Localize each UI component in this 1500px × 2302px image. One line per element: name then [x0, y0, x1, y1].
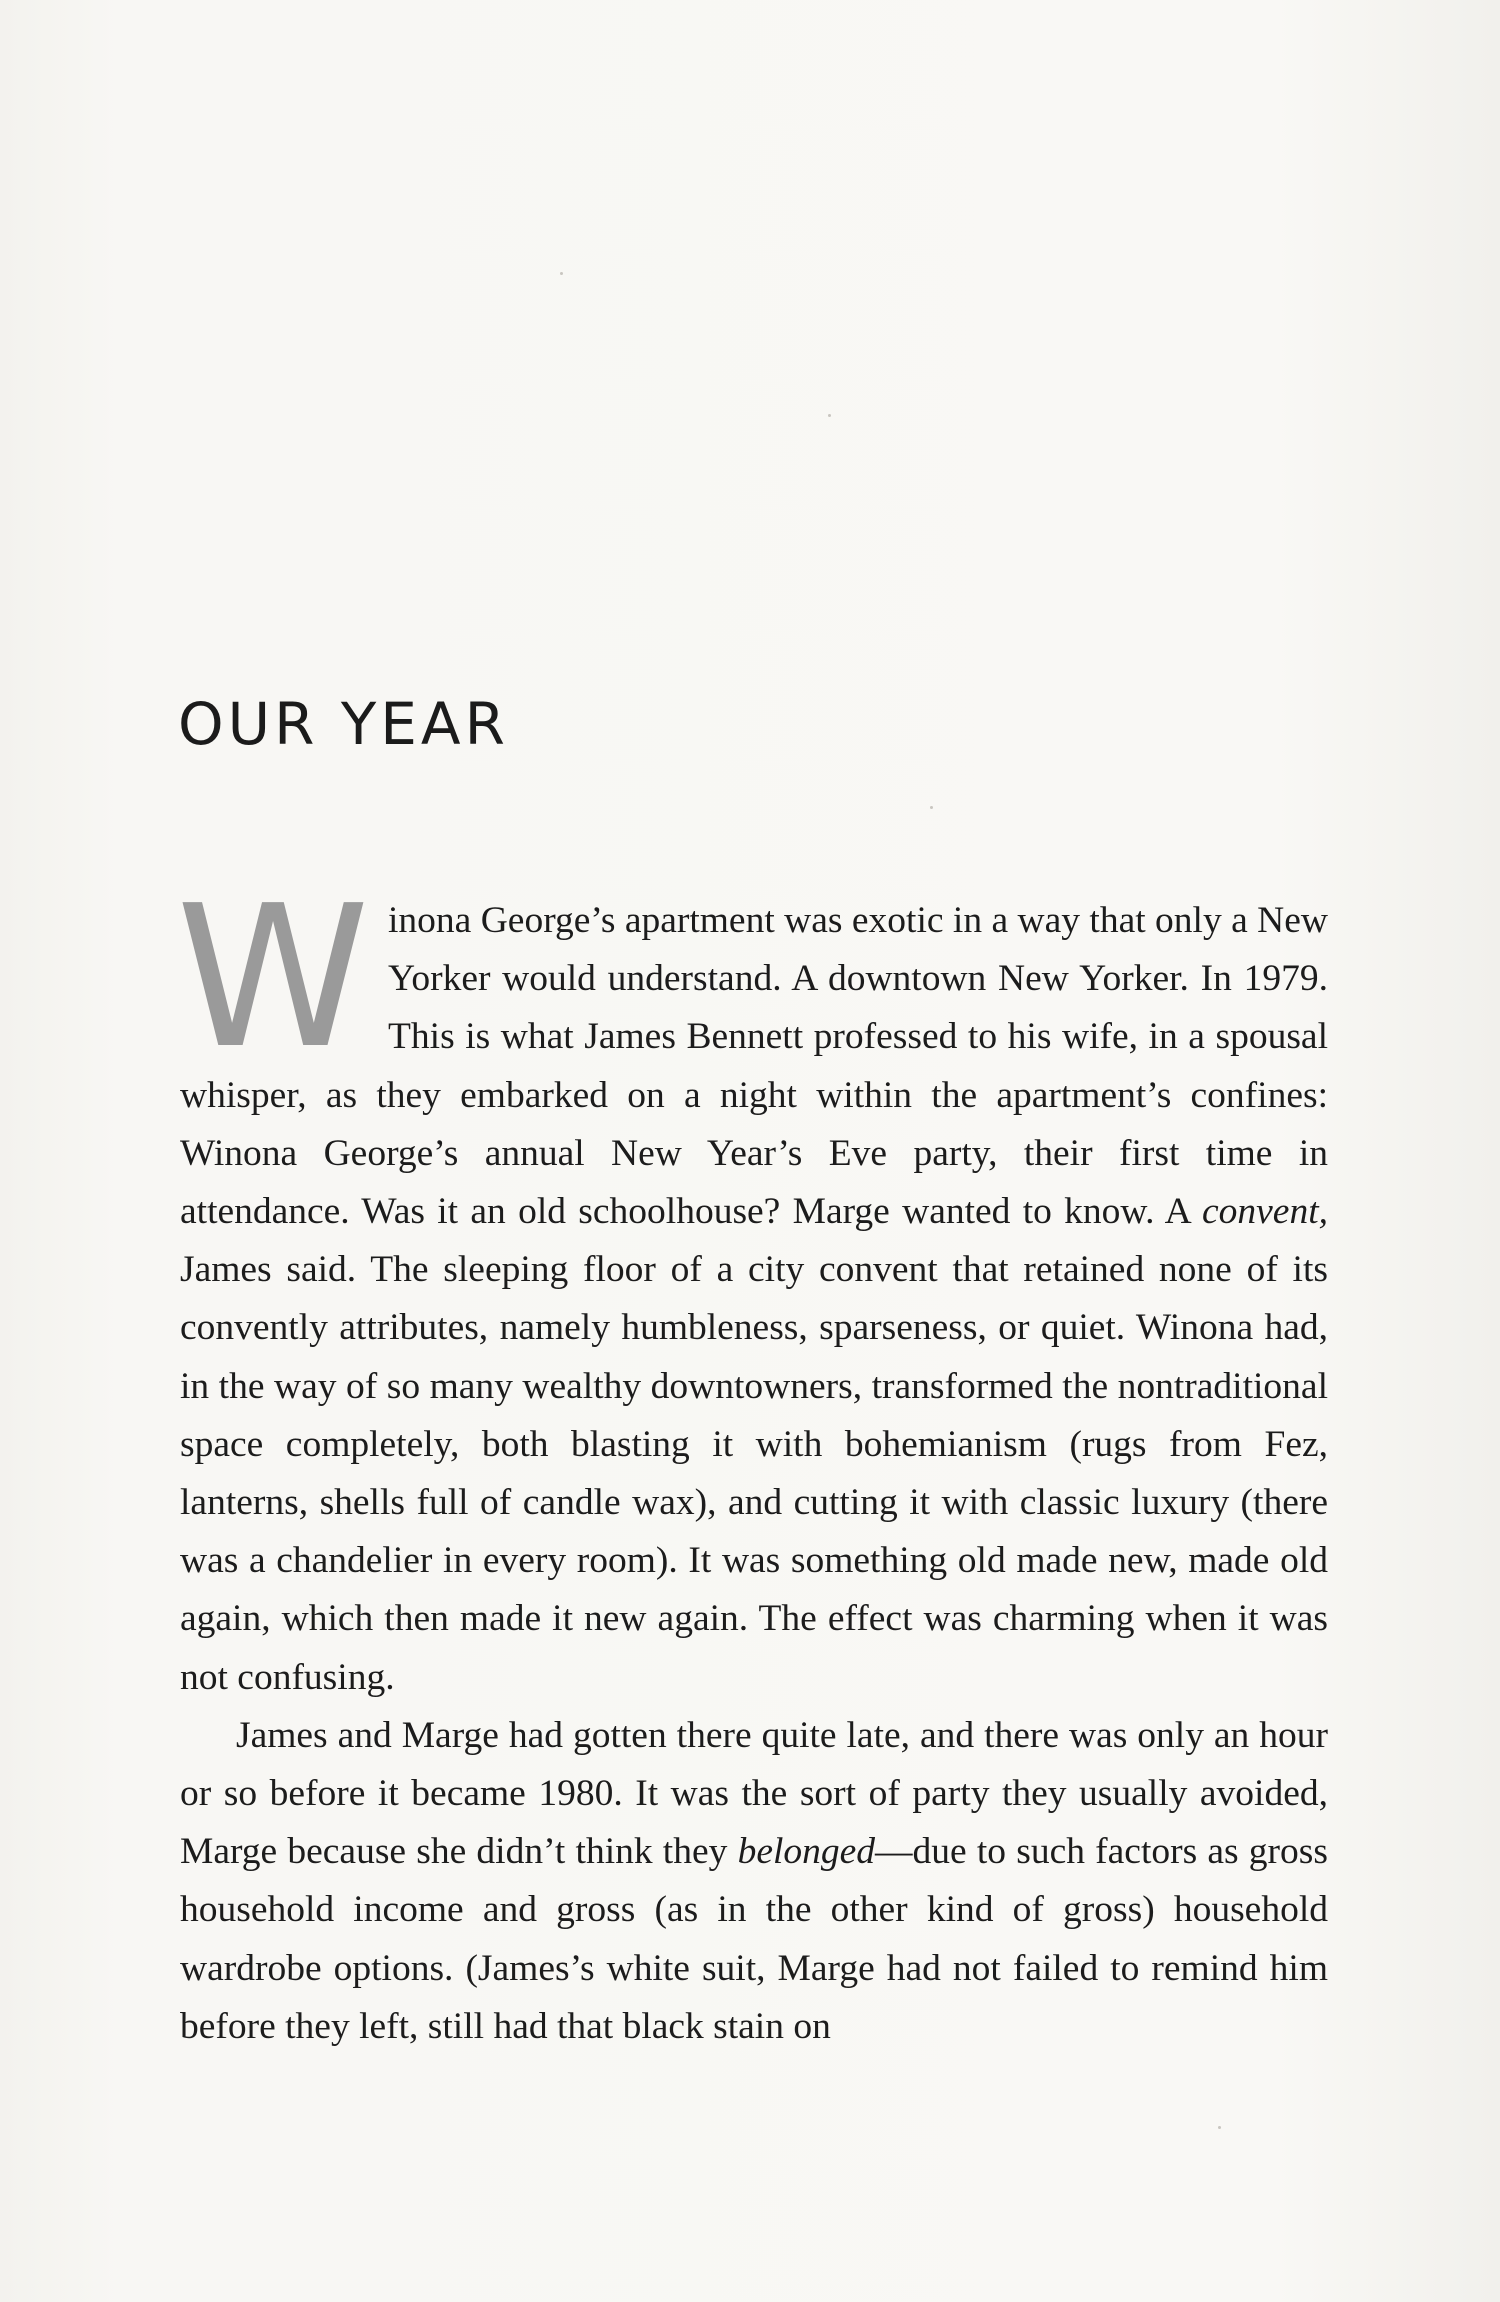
- paragraph-1-text-end: James said. The sleeping floor of a city convent that retained none of its convently attributes, namely humbleness, sparseness, or quiet. Winona had, in the way of so many wealthy downtowners, transformed the nontraditional space completely, both blasting it with bohemianism (rugs from Fez, lanterns, shells full of candle wax), and cutting it with classic luxury (there was a chandelier in every room). It was something old made new, made old again, which then made it new again. The effect was charming when it was not confusing.: [180, 1249, 1328, 1698]
- paper-speck: [828, 414, 831, 417]
- paragraph-1-emphasis: convent,: [1202, 1191, 1328, 1233]
- paragraph-2-emphasis: belonged: [737, 1831, 876, 1873]
- body-text: [176, 864, 1328, 2056]
- paragraph-1: [176, 864, 1328, 1707]
- paragraph-2-text-start: James and Marge had gotten there quite late, and there was only an hour or so before it became 1980. It was the sort of party they usually avoided, Marge because she didn’t think they: [180, 1714, 1328, 1873]
- paper-speck: [560, 272, 563, 275]
- paragraph-2: [180, 1707, 1328, 2056]
- drop-cap-box: [176, 864, 388, 1092]
- paper-speck: [930, 806, 933, 809]
- paper-speck: [1218, 2126, 1221, 2129]
- paragraph-2-text-end: —due to such factors as gross household income and gross (as in the other kind of gross) household wardrobe options. (James’s white suit, Marge had not failed to remind him before they left, still had that black stain on: [180, 1831, 1328, 2047]
- drop-cap: W: [176, 864, 370, 1092]
- chapter-title: OUR YEAR: [178, 690, 509, 758]
- paragraph-1-text-start: inona George’s apartment was exotic in a way that only a New Yorker would understand. A downtown New Yorker. In 1979. This is what James Bennett professed to his wife, in a spousal whisper, as they embarked on a night within the apartment’s confines: Winona George’s annual New Year’s Eve party, their first time in attendance. Was it an old schoolhouse? Marge wanted to know. A: [180, 900, 1328, 1233]
